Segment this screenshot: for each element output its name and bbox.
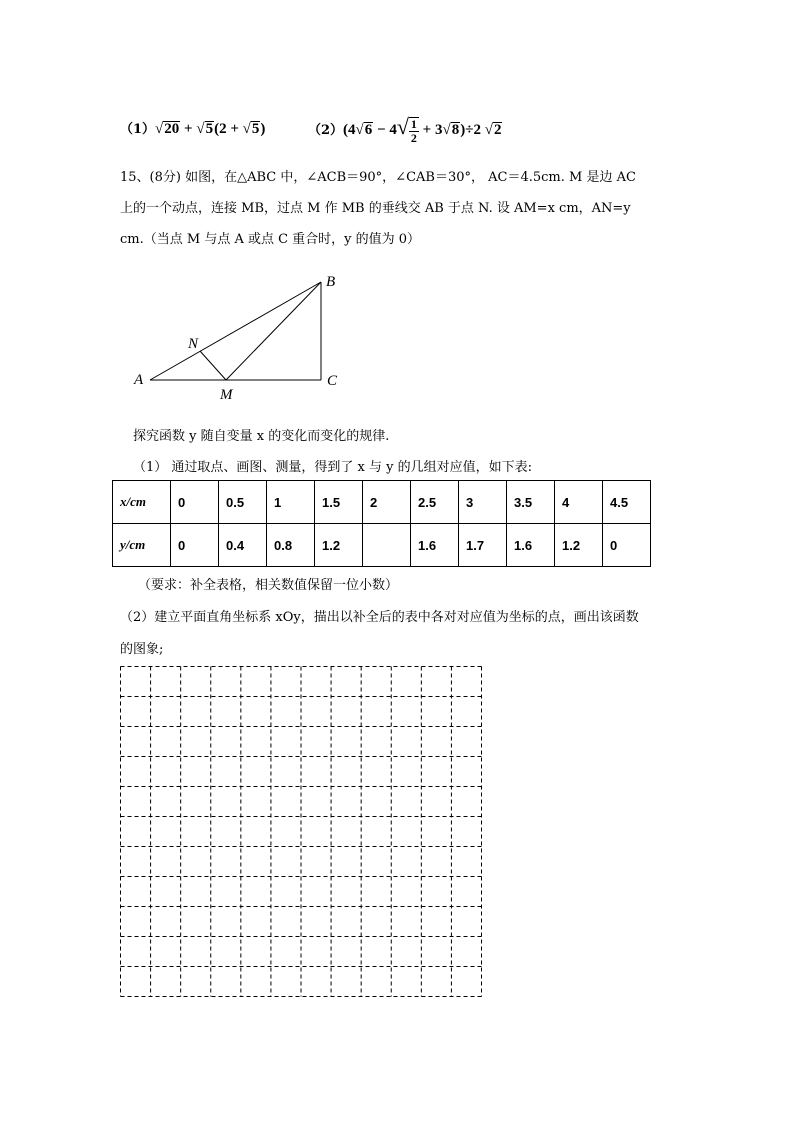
y-cell: 1.2 xyxy=(555,524,603,567)
table-row-y xyxy=(113,524,651,567)
x-cell: 3.5 xyxy=(507,481,555,524)
x-cell: 1 xyxy=(267,481,315,524)
label-n: N xyxy=(188,336,199,352)
segment-mn xyxy=(200,351,226,380)
y-cell: 1.6 xyxy=(507,524,555,567)
y-cell: 0.8 xyxy=(267,524,315,567)
label-b: B xyxy=(326,274,336,290)
part2-line1: （2）建立平面直角坐标系 xOy，描出以补全后的表中各对对应值为坐标的点，画出该函数 xyxy=(120,610,639,625)
coordinate-grid xyxy=(120,666,482,997)
part1-label: （1） xyxy=(120,122,156,137)
part2-line2: 的图象; xyxy=(120,642,164,657)
label-a: A xyxy=(134,372,144,388)
problem15-line1: 15、(8分) 如图，在△ABC 中，∠ACB＝90°，∠CAB＝30°， AC＝4.5cm. M 是边 AC xyxy=(120,170,636,185)
problem14-part1 xyxy=(120,118,265,138)
part2-expression: (4√6 − 4√ $\frac{1}{2}$ + 3√8)÷2 √2 xyxy=(343,114,502,145)
x-label-cell: x/cm xyxy=(113,481,171,524)
label-c: C xyxy=(327,373,338,389)
problem15-line2: 上的一个动点，连接 MB，过点 M 作 MB 的垂线交 AB 于点 N. 设 AM=x cm，AN=y xyxy=(120,201,631,216)
y-cell: 0 xyxy=(603,524,651,567)
x-cell: 1.5 xyxy=(315,481,363,524)
requirement-text: （要求：补全表格，相关数值保留一位小数） xyxy=(138,578,399,593)
x-cell: 4.5 xyxy=(603,481,651,524)
label-m: M xyxy=(220,387,233,402)
problem14-part2 xyxy=(308,114,502,145)
y-label-cell: y/cm xyxy=(113,524,171,567)
y-cell-blank xyxy=(363,524,411,567)
segment-mb xyxy=(226,282,321,380)
y-cell: 0 xyxy=(171,524,219,567)
part1-expression: √20 + √5(2 + √5) xyxy=(155,121,266,137)
x-cell: 3 xyxy=(459,481,507,524)
x-cell: 0 xyxy=(171,481,219,524)
y-cell: 0.4 xyxy=(219,524,267,567)
x-cell: 2.5 xyxy=(411,481,459,524)
segment-ab xyxy=(150,282,321,380)
explore-text: 探究函数 y 随自变量 x 的变化而变化的规律. xyxy=(133,429,390,444)
table-row-x xyxy=(113,481,651,524)
x-cell: 4 xyxy=(555,481,603,524)
problem15-line3: cm.（当点 M 与点 A 或点 C 重合时，y 的值为 0） xyxy=(120,232,421,247)
triangle-figure xyxy=(120,262,360,402)
part2-label: （2） xyxy=(308,123,344,138)
y-cell: 1.6 xyxy=(411,524,459,567)
x-cell: 0.5 xyxy=(219,481,267,524)
part1-text: （1） 通过取点、画图、测量，得到了 x 与 y 的几组对应值，如下表: xyxy=(133,460,532,475)
x-cell: 2 xyxy=(363,481,411,524)
values-table xyxy=(112,480,651,567)
y-cell: 1.7 xyxy=(459,524,507,567)
y-cell: 1.2 xyxy=(315,524,363,567)
fraction: $\frac{1}{2}$ xyxy=(410,116,417,145)
